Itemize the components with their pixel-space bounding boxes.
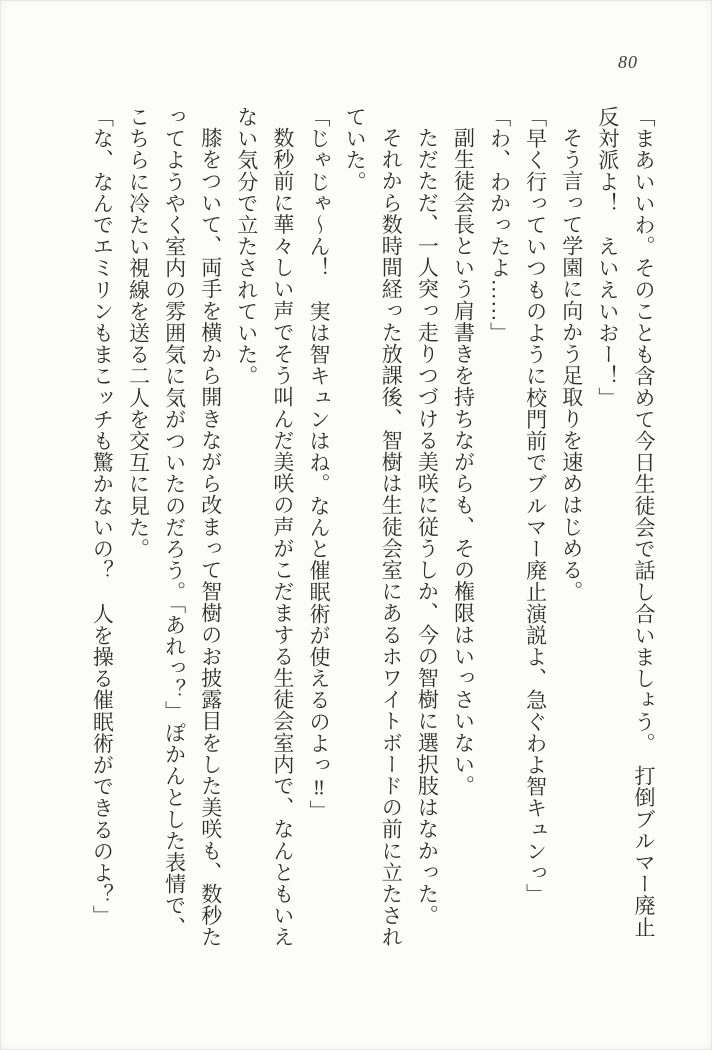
paragraph: 「まあいいわ。そのことも含めて今日生徒会で話し合いましょう。 打倒ブルマー廃止反対派よ！ えいえいおー！」 (595, 106, 656, 938)
paragraph: ただただ、一人突っ走りつづける美咲に従うしか、今の智樹に選択肢はなかった。 (415, 127, 440, 927)
paragraph: 「な、なんでエミリンもまこッチも驚かないの？ 人を操る催眠術ができるのよ？」 (90, 106, 115, 927)
vertical-text-block (84, 106, 662, 950)
paragraph: 「じゃじゃ～ん！ 実は智キュンはね。なんと催眠術が使えるのよっ‼」 (307, 106, 332, 822)
paragraph: 「早く行っていつものように校門前でブルマー廃止演説よ、急ぐわよ智キュンっ」 (523, 106, 548, 906)
page-number: 80 (618, 52, 638, 72)
paragraph: 数秒前に華々しい声でそう叫んだ美咲の声がこだまする生徒会室内で、なんともいえない気分で立たされていた。 (234, 106, 295, 948)
paragraph: そう言って学園に向かう足取りを速めはじめる。 (559, 127, 584, 603)
paragraph: 膝をついて、両手を横から開きながら改まって智樹のお披露目をした美咲も、数秒たってようやく室内の雰囲気に気がついたのだろう。「あれっ？」ぽかんとした表情で、こちらに冷たい視線を送る二人を交互に見た。 (126, 106, 223, 948)
paragraph: 副生徒会長という肩書きを持ちながらも、その権限はいっさいない。 (451, 127, 476, 797)
paragraph: 「わ、わかったよ……」 (487, 106, 512, 344)
paragraph: それから数時間経った放課後、智樹は生徒会室にあるホワイトボードの前に立たされていた。 (343, 106, 404, 948)
